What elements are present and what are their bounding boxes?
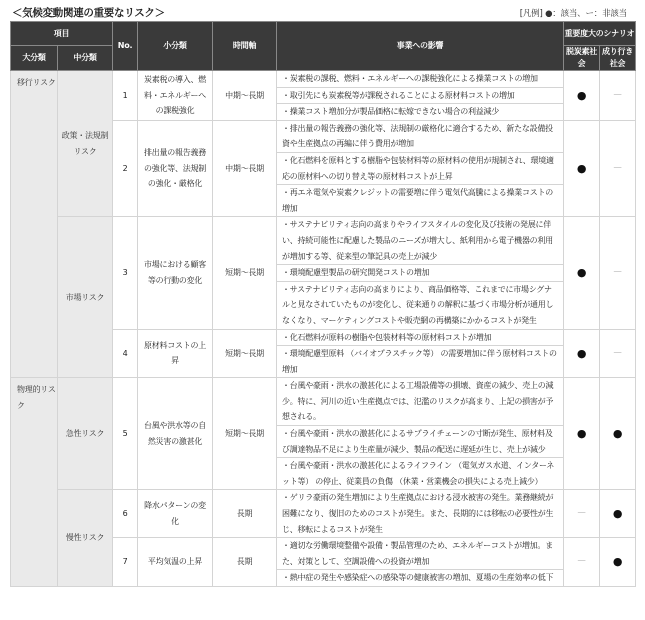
impact-text: ・環境配慮型原料 （バイオプラスチック等） の需要増加に伴う原材料コストの増加	[277, 346, 564, 378]
growth-mark: －	[600, 71, 636, 121]
header-decarb: 脱炭素社会	[564, 46, 600, 71]
row-number: 1	[113, 71, 138, 121]
decarb-mark: ●	[564, 71, 600, 121]
decarb-mark: －	[564, 490, 600, 538]
timeline: 短期～長期	[213, 329, 277, 378]
row-number: 3	[113, 217, 138, 329]
decarb-mark: －	[564, 538, 600, 587]
timeline: 中期～長期	[213, 120, 277, 217]
impact-text: ・台風や豪雨・洪水の激甚化による工場設備等の損壊、資産の減少、売上の減少。特に、河川の近い生産拠点では、氾濫のリスクが高まり、上記の損害が予想される。	[277, 378, 564, 426]
timeline: 短期～長期	[213, 217, 277, 329]
header-scenario: 重要度大のシナリオ	[564, 22, 636, 46]
category-physical: 物理的リスク	[11, 378, 58, 587]
impact-text: ・サステナビリティ志向の高まりやライフスタイルの変化及び技術の発展に伴い、持続可能性に配慮した製品のニーズが増大し、紙利用から電子機器の利用が増加する等、従来型の筆記具の売上が減少	[277, 217, 564, 265]
growth-mark: ●	[600, 490, 636, 538]
row-number: 4	[113, 329, 138, 378]
decarb-mark: ●	[564, 217, 600, 329]
small-category: 平均気温の上昇	[138, 538, 213, 587]
decarb-mark: ●	[564, 378, 600, 490]
impact-text: ・ゲリラ豪雨の発生増加により生産拠点における浸水被害の発生。業務継続が困難になり、復旧のためのコストが発生。また、長期的には移転の必要性が生じ、移転によるコストが発生	[277, 490, 564, 538]
timeline: 中期～長期	[213, 71, 277, 121]
header-no: No.	[113, 22, 138, 71]
impact-text: ・化石燃料が原料の樹脂や包装材料等の原材料コストが増加	[277, 329, 564, 346]
small-category: 炭素税の導入、燃料・エネルギーへの課税強化	[138, 71, 213, 121]
impact-text: ・適切な労働環境整備や設備・製品管理のため、エネルギーコストが増加。また、対策として、空調設備への投資が増加	[277, 538, 564, 570]
impact-text: ・炭素税の課税、燃料・エネルギーへの課税強化による操業コストの増加	[277, 71, 564, 88]
header-small-category: 小分類	[138, 22, 213, 71]
header-growth: 成り行き社会	[600, 46, 636, 71]
growth-mark: ●	[600, 538, 636, 587]
legend: [凡例] ●：該当、ー：非該当	[519, 9, 627, 19]
table-row	[11, 217, 636, 265]
impact-text: ・再エネ電気や炭素クレジットの需要増に伴う電気代高騰による操業コストの増加	[277, 185, 564, 217]
timeline: 短期～長期	[213, 378, 277, 490]
row-number: 5	[113, 378, 138, 490]
small-category: 市場における顧客等の行動の変化	[138, 217, 213, 329]
impact-text: ・取引先にも炭素税等が課税されることによる原材料コストの増加	[277, 87, 564, 104]
small-category: 原材料コストの上昇	[138, 329, 213, 378]
header-timeline: 時間軸	[213, 22, 277, 71]
header-item: 項目	[11, 22, 113, 46]
row-number: 2	[113, 120, 138, 217]
growth-mark: －	[600, 329, 636, 378]
small-category: 台風や洪水等の自然災害の激甚化	[138, 378, 213, 490]
impact-text: ・環境配慮型製品の研究開発コストの増加	[277, 265, 564, 282]
growth-mark: －	[600, 120, 636, 217]
category-transition: 移行リスク	[11, 71, 58, 378]
row-number: 7	[113, 538, 138, 587]
category-policy: 政策・法規制リスク	[58, 71, 113, 217]
timeline: 長期	[213, 538, 277, 587]
small-category: 排出量の報告義務の強化等、法規制の強化・厳格化	[138, 120, 213, 217]
decarb-mark: ●	[564, 329, 600, 378]
table-row	[11, 378, 636, 426]
small-category: 降水パターンの変化	[138, 490, 213, 538]
row-number: 6	[113, 490, 138, 538]
header-middle: 中分類	[58, 46, 113, 71]
impact-text: ・台風や豪雨・洪水の激甚化によるライフライン （電気ガス水道、インターネット等） の停止、従業員の負傷 （休業・営業機会の損失による売上減少）	[277, 458, 564, 490]
decarb-mark: ●	[564, 120, 600, 217]
impact-text: ・サステナビリティ志向の高まりにより、商品価格等、これまでに市場シグナルと見なされていたものが変化し、従来通りの解釈に基づく市場分析が通用しなくなり、マーケティングコストや販売網の再構築にかかるコストが発生	[277, 281, 564, 329]
timeline: 長期	[213, 490, 277, 538]
page-title: ＜気候変動関連の重要なリスク＞	[12, 7, 165, 19]
risk-table	[10, 21, 636, 587]
category-chronic: 慢性リスク	[58, 490, 113, 587]
impact-text: ・化石燃料を原料とする樹脂や包装材料等の原材料の使用が規制され、環境適応の原材料への切り替え等の原材料コストが上昇	[277, 152, 564, 184]
impact-text: ・熱中症の発生や感染症への感染等の健康被害の増加、夏場の生産効率の低下	[277, 570, 564, 587]
table-row	[11, 490, 636, 538]
category-acute: 急性リスク	[58, 378, 113, 490]
category-market: 市場リスク	[58, 217, 113, 378]
growth-mark: －	[600, 217, 636, 329]
header-major: 大分類	[11, 46, 58, 71]
growth-mark: ●	[600, 378, 636, 490]
impact-text: ・操業コスト増加分が製品価格に転嫁できない場合の利益減少	[277, 104, 564, 121]
table-row	[11, 71, 636, 88]
impact-text: ・排出量の報告義務の強化等、法規制の厳格化に適合するため、新たな設備投資や生産拠点の再編に伴う費用が増加	[277, 120, 564, 152]
header-impact: 事業への影響	[277, 22, 564, 71]
impact-text: ・台風や豪雨・洪水の激甚化によるサプライチェーンの寸断が発生、原材料及び調達物品不足により生産量が減少、製品の配送に遅延が生じ、売上が減少	[277, 426, 564, 458]
